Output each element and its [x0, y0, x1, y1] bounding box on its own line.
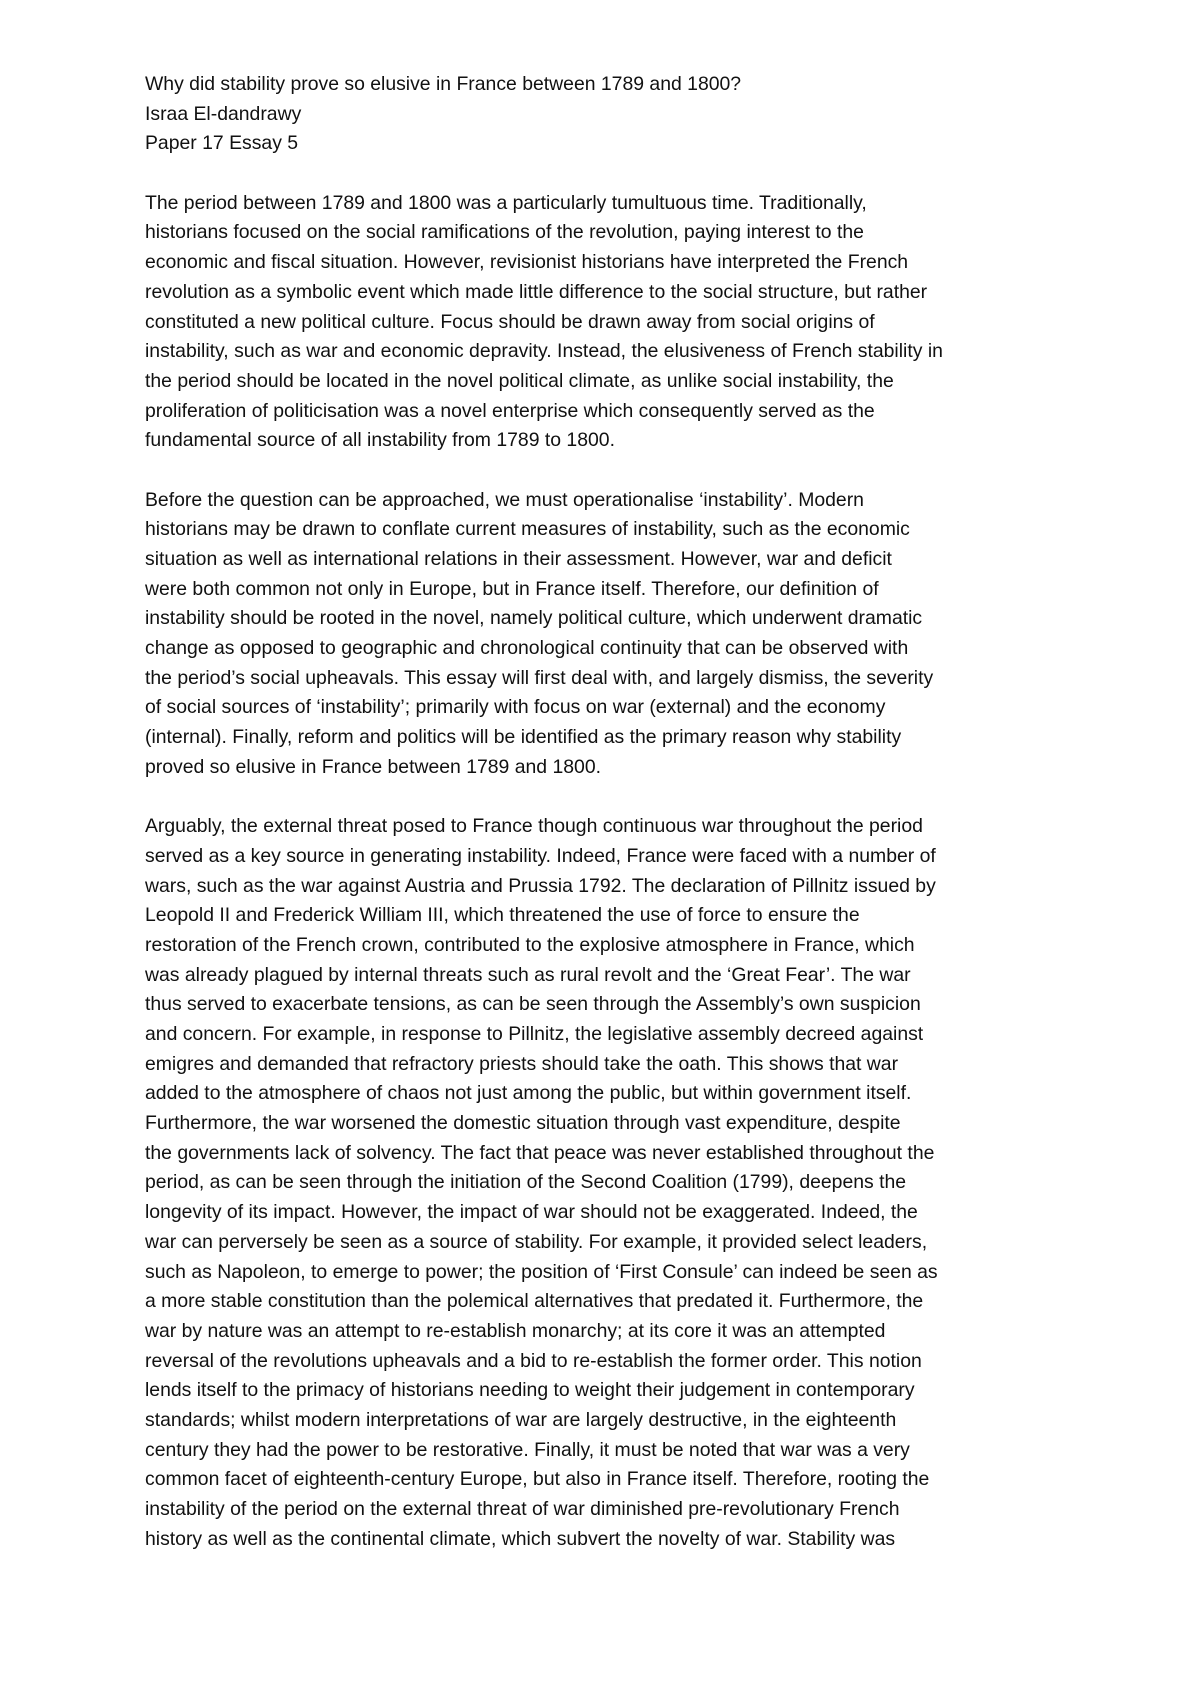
paragraph	[145, 486, 1065, 783]
paragraph-line: economic and fiscal situation. However, revisionist historians have interpreted the French	[145, 251, 909, 274]
author-name: Israa El-dandrawy	[145, 102, 302, 125]
paragraph-line: constituted a new political culture. Focus should be drawn away from social origins of	[145, 310, 875, 333]
paragraph-line: situation as well as international relations in their assessment. However, war and deficit	[145, 548, 892, 570]
paragraph-line: such as Napoleon, to emerge to power; the position of ‘First Consule’ can indeed be seen as	[145, 1260, 938, 1283]
paragraph-line: was already plagued by internal threats such as rural revolt and the ‘Great Fear’. The war	[145, 963, 911, 986]
paragraph-line: reversal of the revolutions upheavals and a bid to re-establish the former order. This notion	[145, 1349, 922, 1372]
paragraph-line: Furthermore, the war worsened the domestic situation through vast expenditure, despite	[145, 1112, 901, 1135]
paragraph-line: (internal). Finally, reform and politics will be identified as the primary reason why stability	[145, 726, 902, 749]
paragraph-line: fundamental source of all instability from 1789 to 1800.	[145, 429, 615, 452]
essay-title: Why did stability prove so elusive in France between 1789 and 1800?	[145, 73, 742, 95]
paragraph-line: standards; whilst modern interpretations of war are largely destructive, in the eighteenth	[145, 1408, 897, 1431]
paragraph-line: proved so elusive in France between 1789 and 1800.	[145, 755, 601, 778]
paper-reference: Paper 17 Essay 5	[145, 132, 299, 155]
paragraph-line: emigres and demanded that refractory priests should take the oath. This shows that war	[145, 1052, 899, 1075]
paragraph-line: wars, such as the war against Austria and Prussia 1792. The declaration of Pillnitz issued by	[145, 874, 936, 897]
paragraph-line: Leopold II and Frederick William III, which threatened the use of force to ensure the	[145, 904, 860, 927]
paragraph-line: added to the atmosphere of chaos not just among the public, but within government itself.	[145, 1082, 912, 1105]
paragraph-line: change as opposed to geographic and chronological continuity that can be observed with	[145, 637, 909, 660]
paragraph-line: proliferation of politicisation was a novel enterprise which consequently served as the	[145, 399, 875, 422]
paragraph-line: and concern. For example, in response to Pillnitz, the legislative assembly decreed against	[145, 1023, 924, 1045]
paragraph-line: the period’s social upheavals. This essay will first deal with, and largely dismiss, the severity	[145, 666, 934, 689]
paragraph-line: served as a key source in generating instability. Indeed, France were faced with a number of	[145, 844, 936, 867]
paragraph-line: war can perversely be seen as a source of stability. For example, it provided select leaders,	[145, 1230, 928, 1253]
paragraph-line: instability, such as war and economic depravity. Instead, the elusiveness of French stability in	[145, 340, 943, 363]
paragraphs	[145, 189, 1065, 1555]
paragraph	[145, 812, 1065, 1554]
paragraph-line: of social sources of ‘instability’; primarily with focus on war (external) and the economy	[145, 696, 886, 719]
paragraph-line: a more stable constitution than the polemical alternatives that predated it. Furthermore, the	[145, 1290, 924, 1313]
paragraph-line: Before the question can be approached, we must operationalise ‘instability’. Modern	[145, 488, 864, 511]
paragraph-line: lends itself to the primacy of historians needing to weight their judgement in contemporary	[145, 1379, 915, 1402]
paragraph-line: historians may be drawn to conflate current measures of instability, such as the economic	[145, 518, 910, 541]
paragraph-line: historians focused on the social ramifications of the revolution, paying interest to the	[145, 221, 864, 244]
paragraph-line: restoration of the French crown, contributed to the explosive atmosphere in France, which	[145, 933, 915, 956]
paragraph	[145, 189, 1065, 456]
paragraph-spacer	[145, 783, 1065, 813]
paragraph-line: history as well as the continental climate, which subvert the novelty of war. Stability was	[145, 1527, 896, 1550]
paragraph-spacer	[145, 456, 1065, 486]
paragraph-line: revolution as a symbolic event which made little difference to the social structure, but rather	[145, 280, 928, 303]
paragraph-line: the governments lack of solvency. The fact that peace was never established throughout the	[145, 1141, 935, 1164]
paragraph-line: thus served to exacerbate tensions, as can be seen through the Assembly’s own suspicion	[145, 993, 921, 1016]
paragraph-line: Arguably, the external threat posed to France though continuous war throughout the period	[145, 815, 923, 838]
paragraph-spacer	[145, 159, 1065, 189]
paragraph-line: The period between 1789 and 1800 was a particularly tumultuous time. Traditionally,	[145, 191, 867, 214]
paragraph-line: instability should be rooted in the novel, namely political culture, which underwent dramatic	[145, 607, 923, 630]
essay-body	[145, 70, 1065, 1554]
paragraph-line: instability of the period on the external threat of war diminished pre-revolutionary French	[145, 1498, 900, 1520]
paragraph-line: century they had the power to be restorative. Finally, it must be noted that war was a very	[145, 1438, 910, 1461]
paragraph-line: the period should be located in the novel political climate, as unlike social instability, the	[145, 369, 894, 392]
paragraph-line: war by nature was an attempt to re-establish monarchy; at its core it was an attempted	[145, 1319, 886, 1342]
paragraph-line: longevity of its impact. However, the impact of war should not be exaggerated. Indeed, the	[145, 1201, 918, 1224]
paragraph-line: common facet of eighteenth-century Europe, but also in France itself. Therefore, rooting the	[145, 1468, 930, 1491]
paragraph-line: period, as can be seen through the initiation of the Second Coalition (1799), deepens the	[145, 1171, 907, 1194]
paragraph-line: were both common not only in Europe, but in France itself. Therefore, our definition of	[145, 577, 879, 600]
